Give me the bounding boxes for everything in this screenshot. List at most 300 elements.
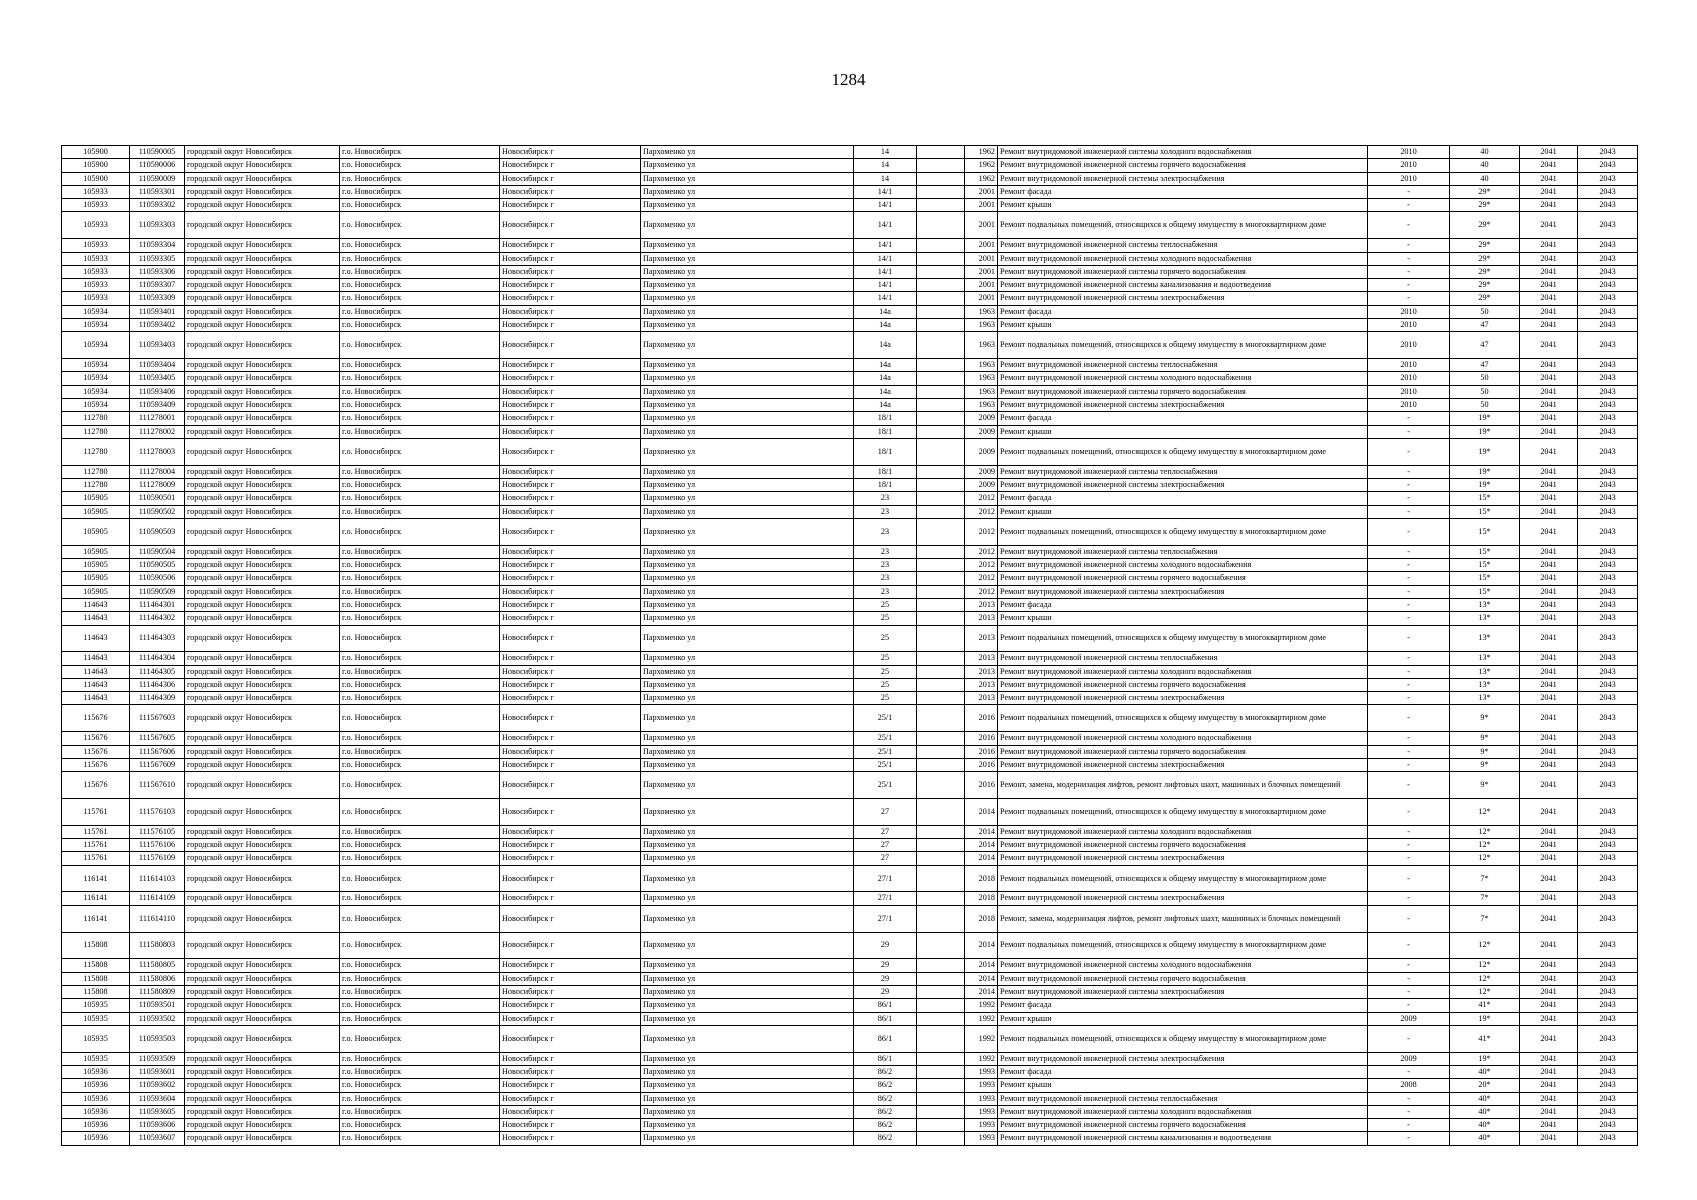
build-year-cell: 2013: [965, 678, 998, 691]
house-number-cell: 25/1: [854, 745, 917, 758]
municipal-district-cell: городской округ Новосибирск: [185, 465, 340, 478]
house-number-cell: 27/1: [854, 905, 917, 932]
last-repair-year-cell: 2010: [1368, 319, 1450, 332]
build-year-cell: 1992: [965, 999, 998, 1012]
municipal-formation-cell: г.о. Новосибирск: [340, 798, 500, 825]
house-number-cell: 14а: [854, 385, 917, 398]
house-number-cell: 14: [854, 159, 917, 172]
last-repair-year-cell: -: [1368, 1132, 1450, 1145]
municipal-district-cell: городской округ Новосибирск: [185, 745, 340, 758]
street-cell: Пархоменко ул: [641, 559, 854, 572]
build-year-cell: 1992: [965, 1052, 998, 1065]
plan-start-year-cell: 2041: [1520, 825, 1578, 838]
element-id-cell: 110593302: [130, 199, 185, 212]
last-repair-year-cell: -: [1368, 1025, 1450, 1052]
building-cell: [917, 265, 965, 278]
locality-cell: Новосибирск г: [500, 265, 641, 278]
wear-percent-cell: 29*: [1450, 252, 1520, 265]
work-type-cell: Ремонт внутридомовой инженерной системы электроснабжения: [998, 172, 1368, 185]
street-cell: Пархоменко ул: [641, 359, 854, 372]
municipal-district-cell: городской округ Новосибирск: [185, 572, 340, 585]
plan-end-year-cell: 2043: [1578, 479, 1638, 492]
building-cell: [917, 279, 965, 292]
last-repair-year-cell: -: [1368, 239, 1450, 252]
locality-cell: Новосибирск г: [500, 372, 641, 385]
house-id-cell: 115676: [62, 772, 130, 799]
house-number-cell: 29: [854, 959, 917, 972]
table-row: [62, 505, 1638, 518]
municipal-district-cell: городской округ Новосибирск: [185, 612, 340, 625]
house-number-cell: 14/1: [854, 185, 917, 198]
municipal-district-cell: городской округ Новосибирск: [185, 1132, 340, 1145]
wear-percent-cell: 15*: [1450, 505, 1520, 518]
last-repair-year-cell: -: [1368, 745, 1450, 758]
street-cell: Пархоменко ул: [641, 732, 854, 745]
municipal-formation-cell: г.о. Новосибирск: [340, 585, 500, 598]
building-cell: [917, 1025, 965, 1052]
work-type-cell: Ремонт, замена, модернизация лифтов, ремонт лифтовых шахт, машинных и блочных помещений: [998, 772, 1368, 799]
municipal-formation-cell: г.о. Новосибирск: [340, 185, 500, 198]
plan-start-year-cell: 2041: [1520, 999, 1578, 1012]
wear-percent-cell: 13*: [1450, 652, 1520, 665]
house-number-cell: 23: [854, 559, 917, 572]
plan-end-year-cell: 2043: [1578, 492, 1638, 505]
municipal-district-cell: городской округ Новосибирск: [185, 199, 340, 212]
locality-cell: Новосибирск г: [500, 438, 641, 465]
street-cell: Пархоменко ул: [641, 972, 854, 985]
wear-percent-cell: 40*: [1450, 1132, 1520, 1145]
street-cell: Пархоменко ул: [641, 332, 854, 359]
house-number-cell: 14: [854, 172, 917, 185]
house-number-cell: 86/2: [854, 1105, 917, 1118]
building-cell: [917, 572, 965, 585]
municipal-formation-cell: г.о. Новосибирск: [340, 892, 500, 905]
build-year-cell: 2012: [965, 518, 998, 545]
plan-start-year-cell: 2041: [1520, 172, 1578, 185]
table-row: [62, 239, 1638, 252]
house-id-cell: 114643: [62, 598, 130, 611]
municipal-district-cell: городской округ Новосибирск: [185, 665, 340, 678]
house-id-cell: 105936: [62, 1132, 130, 1145]
building-cell: [917, 425, 965, 438]
wear-percent-cell: 9*: [1450, 758, 1520, 771]
wear-percent-cell: 7*: [1450, 865, 1520, 892]
municipal-formation-cell: г.о. Новосибирск: [340, 172, 500, 185]
element-id-cell: 111567603: [130, 705, 185, 732]
plan-start-year-cell: 2041: [1520, 959, 1578, 972]
municipal-formation-cell: г.о. Новосибирск: [340, 732, 500, 745]
wear-percent-cell: 40: [1450, 146, 1520, 159]
last-repair-year-cell: 2010: [1368, 159, 1450, 172]
plan-start-year-cell: 2041: [1520, 265, 1578, 278]
element-id-cell: 110590009: [130, 172, 185, 185]
table-row: [62, 279, 1638, 292]
element-id-cell: 110593607: [130, 1132, 185, 1145]
last-repair-year-cell: -: [1368, 652, 1450, 665]
building-cell: [917, 239, 965, 252]
plan-start-year-cell: 2041: [1520, 1105, 1578, 1118]
municipal-formation-cell: г.о. Новосибирск: [340, 652, 500, 665]
table-row: [62, 839, 1638, 852]
locality-cell: Новосибирск г: [500, 758, 641, 771]
element-id-cell: 111614110: [130, 905, 185, 932]
locality-cell: Новосибирск г: [500, 1025, 641, 1052]
building-cell: [917, 372, 965, 385]
element-id-cell: 110590504: [130, 545, 185, 558]
work-type-cell: Ремонт фасада: [998, 185, 1368, 198]
build-year-cell: 2016: [965, 758, 998, 771]
locality-cell: Новосибирск г: [500, 212, 641, 239]
plan-end-year-cell: 2043: [1578, 612, 1638, 625]
municipal-district-cell: городской округ Новосибирск: [185, 905, 340, 932]
municipal-district-cell: городской округ Новосибирск: [185, 865, 340, 892]
work-type-cell: Ремонт фасада: [998, 1065, 1368, 1078]
municipal-formation-cell: г.о. Новосибирск: [340, 932, 500, 959]
house-number-cell: 25: [854, 665, 917, 678]
build-year-cell: 2013: [965, 625, 998, 652]
house-id-cell: 116141: [62, 905, 130, 932]
municipal-district-cell: городской округ Новосибирск: [185, 518, 340, 545]
house-id-cell: 115808: [62, 985, 130, 998]
work-type-cell: Ремонт подвальных помещений, относящихся к общему имуществу в многоквартирном доме: [998, 212, 1368, 239]
house-id-cell: 105900: [62, 146, 130, 159]
wear-percent-cell: 47: [1450, 319, 1520, 332]
build-year-cell: 1963: [965, 305, 998, 318]
table-row: [62, 865, 1638, 892]
plan-start-year-cell: 2041: [1520, 372, 1578, 385]
table-row: [62, 332, 1638, 359]
municipal-formation-cell: г.о. Новосибирск: [340, 999, 500, 1012]
municipal-formation-cell: г.о. Новосибирск: [340, 852, 500, 865]
house-id-cell: 105900: [62, 172, 130, 185]
work-type-cell: Ремонт внутридомовой инженерной системы горячего водоснабжения: [998, 159, 1368, 172]
table-row: [62, 825, 1638, 838]
street-cell: Пархоменко ул: [641, 1132, 854, 1145]
municipal-district-cell: городской округ Новосибирск: [185, 559, 340, 572]
locality-cell: Новосибирск г: [500, 159, 641, 172]
build-year-cell: 2001: [965, 212, 998, 239]
plan-end-year-cell: 2043: [1578, 1052, 1638, 1065]
wear-percent-cell: 19*: [1450, 479, 1520, 492]
building-cell: [917, 892, 965, 905]
last-repair-year-cell: -: [1368, 732, 1450, 745]
plan-end-year-cell: 2043: [1578, 159, 1638, 172]
building-cell: [917, 479, 965, 492]
building-cell: [917, 972, 965, 985]
plan-start-year-cell: 2041: [1520, 665, 1578, 678]
plan-start-year-cell: 2041: [1520, 518, 1578, 545]
last-repair-year-cell: -: [1368, 572, 1450, 585]
plan-start-year-cell: 2041: [1520, 625, 1578, 652]
wear-percent-cell: 15*: [1450, 492, 1520, 505]
last-repair-year-cell: -: [1368, 185, 1450, 198]
element-id-cell: 110593303: [130, 212, 185, 239]
building-cell: [917, 1132, 965, 1145]
build-year-cell: 2009: [965, 465, 998, 478]
element-id-cell: 110590502: [130, 505, 185, 518]
build-year-cell: 2013: [965, 612, 998, 625]
street-cell: Пархоменко ул: [641, 612, 854, 625]
table-row: [62, 1079, 1638, 1092]
plan-start-year-cell: 2041: [1520, 852, 1578, 865]
build-year-cell: 2001: [965, 292, 998, 305]
building-cell: [917, 359, 965, 372]
build-year-cell: 2014: [965, 959, 998, 972]
house-number-cell: 14/1: [854, 265, 917, 278]
street-cell: Пархоменко ул: [641, 1079, 854, 1092]
plan-start-year-cell: 2041: [1520, 305, 1578, 318]
municipal-district-cell: городской округ Новосибирск: [185, 279, 340, 292]
work-type-cell: Ремонт внутридомовой инженерной системы холодного водоснабжения: [998, 825, 1368, 838]
table-row: [62, 1025, 1638, 1052]
building-cell: [917, 438, 965, 465]
work-type-cell: Ремонт подвальных помещений, относящихся к общему имуществу в многоквартирном доме: [998, 332, 1368, 359]
house-id-cell: 105934: [62, 385, 130, 398]
building-cell: [917, 798, 965, 825]
house-number-cell: 25/1: [854, 758, 917, 771]
table-row: [62, 545, 1638, 558]
street-cell: Пархоменко ул: [641, 159, 854, 172]
work-type-cell: Ремонт внутридомовой инженерной системы теплоснабжения: [998, 465, 1368, 478]
house-number-cell: 14/1: [854, 239, 917, 252]
plan-end-year-cell: 2043: [1578, 505, 1638, 518]
work-type-cell: Ремонт внутридомовой инженерной системы электроснабжения: [998, 1052, 1368, 1065]
work-type-cell: Ремонт внутридомовой инженерной системы холодного водоснабжения: [998, 732, 1368, 745]
build-year-cell: 1963: [965, 399, 998, 412]
build-year-cell: 2001: [965, 199, 998, 212]
house-number-cell: 14а: [854, 305, 917, 318]
house-id-cell: 115761: [62, 839, 130, 852]
plan-start-year-cell: 2041: [1520, 705, 1578, 732]
municipal-formation-cell: г.о. Новосибирск: [340, 319, 500, 332]
municipal-formation-cell: г.о. Новосибирск: [340, 825, 500, 838]
wear-percent-cell: 15*: [1450, 545, 1520, 558]
table-row: [62, 212, 1638, 239]
work-type-cell: Ремонт крыши: [998, 505, 1368, 518]
municipal-formation-cell: г.о. Новосибирск: [340, 745, 500, 758]
house-id-cell: 105934: [62, 399, 130, 412]
locality-cell: Новосибирск г: [500, 1105, 641, 1118]
plan-end-year-cell: 2043: [1578, 332, 1638, 359]
build-year-cell: 2009: [965, 479, 998, 492]
element-id-cell: 110593601: [130, 1065, 185, 1078]
municipal-district-cell: городской округ Новосибирск: [185, 292, 340, 305]
last-repair-year-cell: -: [1368, 585, 1450, 598]
municipal-district-cell: городской округ Новосибирск: [185, 1119, 340, 1132]
build-year-cell: 2018: [965, 905, 998, 932]
table-row: [62, 625, 1638, 652]
building-cell: [917, 612, 965, 625]
work-type-cell: Ремонт подвальных помещений, относящихся к общему имуществу в многоквартирном доме: [998, 798, 1368, 825]
table-row: [62, 319, 1638, 332]
element-id-cell: 111278004: [130, 465, 185, 478]
building-cell: [917, 865, 965, 892]
table-row: [62, 492, 1638, 505]
wear-percent-cell: 12*: [1450, 798, 1520, 825]
street-cell: Пархоменко ул: [641, 665, 854, 678]
work-type-cell: Ремонт крыши: [998, 199, 1368, 212]
wear-percent-cell: 12*: [1450, 825, 1520, 838]
locality-cell: Новосибирск г: [500, 505, 641, 518]
locality-cell: Новосибирск г: [500, 332, 641, 359]
municipal-district-cell: городской округ Новосибирск: [185, 212, 340, 239]
work-type-cell: Ремонт внутридомовой инженерной системы холодного водоснабжения: [998, 559, 1368, 572]
plan-end-year-cell: 2043: [1578, 692, 1638, 705]
house-number-cell: 86/2: [854, 1132, 917, 1145]
table-row: [62, 932, 1638, 959]
wear-percent-cell: 15*: [1450, 559, 1520, 572]
house-id-cell: 105905: [62, 585, 130, 598]
table-row: [62, 1132, 1638, 1145]
building-cell: [917, 772, 965, 799]
plan-end-year-cell: 2043: [1578, 985, 1638, 998]
house-number-cell: 14: [854, 146, 917, 159]
municipal-formation-cell: г.о. Новосибирск: [340, 199, 500, 212]
last-repair-year-cell: -: [1368, 265, 1450, 278]
element-id-cell: 111614109: [130, 892, 185, 905]
last-repair-year-cell: -: [1368, 518, 1450, 545]
municipal-district-cell: городской округ Новосибирск: [185, 252, 340, 265]
municipal-district-cell: городской округ Новосибирск: [185, 678, 340, 691]
locality-cell: Новосибирск г: [500, 932, 641, 959]
last-repair-year-cell: 2009: [1368, 1012, 1450, 1025]
street-cell: Пархоменко ул: [641, 572, 854, 585]
locality-cell: Новосибирск г: [500, 199, 641, 212]
table-row: [62, 678, 1638, 691]
plan-start-year-cell: 2041: [1520, 1132, 1578, 1145]
building-cell: [917, 652, 965, 665]
locality-cell: Новосибирск г: [500, 892, 641, 905]
municipal-district-cell: городской округ Новосибирск: [185, 1092, 340, 1105]
locality-cell: Новосибирск г: [500, 852, 641, 865]
locality-cell: Новосибирск г: [500, 185, 641, 198]
element-id-cell: 110590506: [130, 572, 185, 585]
building-cell: [917, 625, 965, 652]
element-id-cell: 111278001: [130, 412, 185, 425]
last-repair-year-cell: -: [1368, 1065, 1450, 1078]
plan-end-year-cell: 2043: [1578, 932, 1638, 959]
last-repair-year-cell: -: [1368, 798, 1450, 825]
wear-percent-cell: 13*: [1450, 612, 1520, 625]
municipal-formation-cell: г.о. Новосибирск: [340, 399, 500, 412]
table-row: [62, 1119, 1638, 1132]
locality-cell: Новосибирск г: [500, 559, 641, 572]
building-cell: [917, 292, 965, 305]
house-id-cell: 115761: [62, 825, 130, 838]
build-year-cell: 1963: [965, 359, 998, 372]
plan-start-year-cell: 2041: [1520, 839, 1578, 852]
plan-end-year-cell: 2043: [1578, 438, 1638, 465]
plan-end-year-cell: 2043: [1578, 1132, 1638, 1145]
work-type-cell: Ремонт подвальных помещений, относящихся к общему имуществу в многоквартирном доме: [998, 625, 1368, 652]
wear-percent-cell: 40: [1450, 172, 1520, 185]
build-year-cell: 1993: [965, 1105, 998, 1118]
house-number-cell: 86/2: [854, 1065, 917, 1078]
house-id-cell: 112780: [62, 479, 130, 492]
house-id-cell: 105933: [62, 292, 130, 305]
build-year-cell: 2013: [965, 652, 998, 665]
table-row: [62, 305, 1638, 318]
table-row: [62, 758, 1638, 771]
municipal-formation-cell: г.о. Новосибирск: [340, 465, 500, 478]
last-repair-year-cell: -: [1368, 865, 1450, 892]
locality-cell: Новосибирск г: [500, 385, 641, 398]
build-year-cell: 2014: [965, 932, 998, 959]
work-type-cell: Ремонт фасада: [998, 999, 1368, 1012]
house-id-cell: 115761: [62, 852, 130, 865]
locality-cell: Новосибирск г: [500, 572, 641, 585]
plan-start-year-cell: 2041: [1520, 545, 1578, 558]
last-repair-year-cell: -: [1368, 999, 1450, 1012]
plan-start-year-cell: 2041: [1520, 1012, 1578, 1025]
locality-cell: Новосибирск г: [500, 518, 641, 545]
element-id-cell: 110590509: [130, 585, 185, 598]
table-row: [62, 412, 1638, 425]
work-type-cell: Ремонт крыши: [998, 1012, 1368, 1025]
table-row: [62, 465, 1638, 478]
wear-percent-cell: 9*: [1450, 745, 1520, 758]
table-row: [62, 972, 1638, 985]
element-id-cell: 110593406: [130, 385, 185, 398]
locality-cell: Новосибирск г: [500, 545, 641, 558]
locality-cell: Новосибирск г: [500, 705, 641, 732]
work-type-cell: Ремонт подвальных помещений, относящихся к общему имуществу в многоквартирном доме: [998, 1025, 1368, 1052]
municipal-formation-cell: г.о. Новосибирск: [340, 252, 500, 265]
house-number-cell: 86/1: [854, 999, 917, 1012]
table-row: [62, 798, 1638, 825]
work-type-cell: Ремонт фасада: [998, 305, 1368, 318]
house-number-cell: 86/1: [854, 1052, 917, 1065]
last-repair-year-cell: -: [1368, 1105, 1450, 1118]
table-row: [62, 1105, 1638, 1118]
wear-percent-cell: 40*: [1450, 1092, 1520, 1105]
house-number-cell: 25/1: [854, 772, 917, 799]
element-id-cell: 111576109: [130, 852, 185, 865]
plan-start-year-cell: 2041: [1520, 732, 1578, 745]
locality-cell: Новосибирск г: [500, 292, 641, 305]
building-cell: [917, 692, 965, 705]
work-type-cell: Ремонт крыши: [998, 612, 1368, 625]
house-number-cell: 18/1: [854, 412, 917, 425]
building-cell: [917, 559, 965, 572]
plan-end-year-cell: 2043: [1578, 239, 1638, 252]
municipal-formation-cell: г.о. Новосибирск: [340, 1025, 500, 1052]
wear-percent-cell: 29*: [1450, 265, 1520, 278]
locality-cell: Новосибирск г: [500, 319, 641, 332]
house-id-cell: 105905: [62, 518, 130, 545]
locality-cell: Новосибирск г: [500, 959, 641, 972]
house-id-cell: 105934: [62, 305, 130, 318]
locality-cell: Новосибирск г: [500, 772, 641, 799]
build-year-cell: 1962: [965, 172, 998, 185]
house-id-cell: 105936: [62, 1105, 130, 1118]
plan-end-year-cell: 2043: [1578, 665, 1638, 678]
wear-percent-cell: 9*: [1450, 772, 1520, 799]
plan-end-year-cell: 2043: [1578, 185, 1638, 198]
last-repair-year-cell: -: [1368, 505, 1450, 518]
house-number-cell: 23: [854, 505, 917, 518]
last-repair-year-cell: 2008: [1368, 1079, 1450, 1092]
plan-end-year-cell: 2043: [1578, 292, 1638, 305]
building-cell: [917, 585, 965, 598]
municipal-district-cell: городской округ Новосибирск: [185, 146, 340, 159]
building-cell: [917, 839, 965, 852]
street-cell: Пархоменко ул: [641, 239, 854, 252]
wear-percent-cell: 50: [1450, 305, 1520, 318]
municipal-formation-cell: г.о. Новосибирск: [340, 159, 500, 172]
house-number-cell: 18/1: [854, 425, 917, 438]
house-id-cell: 114643: [62, 625, 130, 652]
